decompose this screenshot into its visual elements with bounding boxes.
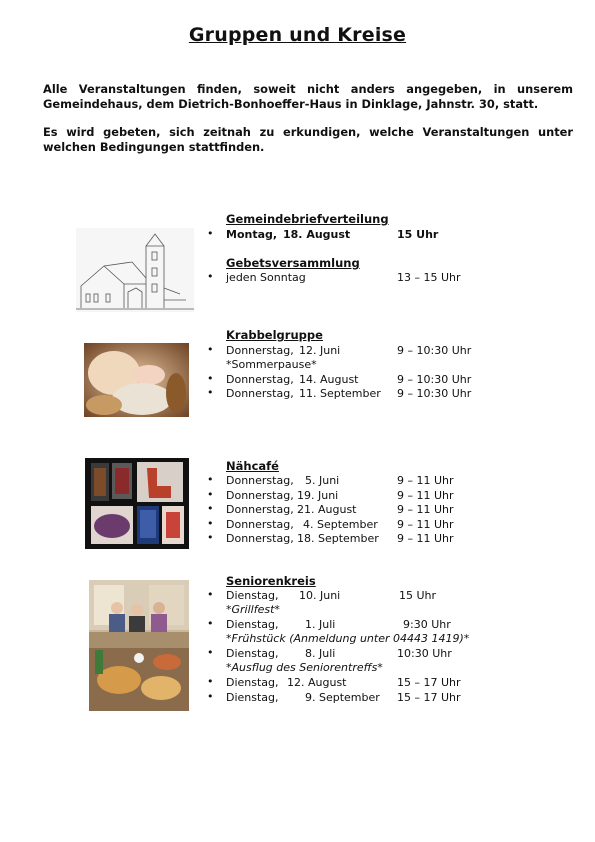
bullet-icon: •: [207, 689, 214, 703]
event-time: 15 – 17 Uhr: [397, 676, 461, 689]
heading-gebetsversammlung: Gebetsversammlung: [226, 256, 360, 270]
event-date: 19. Juni: [297, 488, 339, 502]
bullet-icon: •: [207, 473, 214, 486]
event-day: Donnerstag,: [226, 474, 294, 487]
event-time: 9 – 11 Uhr: [397, 503, 454, 516]
heading-seniorenkreis: Seniorenkreis: [226, 574, 316, 588]
event-date: 12. August: [287, 676, 347, 689]
intro-paragraph-notice: Es wird gebeten, sich zeitnah zu erkundigen, welche Veranstaltungen unter welchen Bedingungen stattfinden.: [43, 125, 573, 154]
heading-gemeindebriefverteilung: Gemeindebriefverteilung: [226, 212, 389, 226]
list-item: [207, 344, 507, 359]
event-time: 9 – 11 Uhr: [397, 517, 454, 531]
list-item: [207, 271, 507, 286]
event-time: 9:30 Uhr: [403, 618, 451, 631]
event-day: jeden Sonntag: [226, 271, 306, 284]
bullet-icon: •: [207, 617, 214, 630]
event-date: 10. Juni: [299, 589, 341, 602]
event-day: Dienstag,: [226, 647, 279, 660]
church-sketch-image: [76, 228, 194, 312]
heading-naehcafe: Nähcafé: [226, 459, 279, 473]
event-time: 9 – 10:30 Uhr: [397, 387, 472, 400]
event-time: 9 – 10:30 Uhr: [397, 344, 472, 357]
event-time: 9 – 10:30 Uhr: [397, 373, 472, 386]
baby-photo: [84, 343, 189, 417]
event-day: Montag,: [226, 228, 278, 241]
intro-paragraph-location: Alle Veranstaltungen finden, soweit nicht anders angegeben, in unserem Gemeindehaus, dem Dietrich-Bonhoeffer-Haus in Dinklage, Jahnstr. 30, statt.: [43, 82, 573, 111]
event-time: 15 – 17 Uhr: [397, 690, 461, 704]
list-item: [207, 647, 507, 662]
event-time: 13 – 15 Uhr: [397, 271, 461, 284]
heading-krabbelgruppe: Krabbelgruppe: [226, 328, 323, 342]
event-date: 18. August: [283, 228, 351, 241]
event-date: 11. September: [299, 387, 381, 400]
event-day: Donnerstag,: [226, 503, 294, 516]
bullet-icon: •: [207, 516, 214, 530]
bullet-icon: •: [207, 270, 214, 283]
event-date: 18. September: [297, 532, 379, 545]
list-item: [207, 474, 507, 489]
bullet-icon: •: [207, 386, 214, 399]
list-item: [207, 618, 507, 633]
seniors-breakfast-photo: [89, 580, 189, 711]
event-time: 9 – 11 Uhr: [397, 488, 454, 502]
event-time: 10:30 Uhr: [397, 647, 452, 660]
note-grillfest: *Grillfest*: [226, 603, 280, 616]
list-item: [207, 503, 507, 518]
list-item: [207, 691, 507, 706]
sewing-collage-photo: [85, 458, 189, 549]
list-item: [207, 589, 507, 604]
event-date: 12. Juni: [299, 344, 341, 357]
event-date: 14. August: [299, 373, 359, 386]
event-day: Dienstag,: [226, 589, 279, 602]
bullet-icon: •: [207, 227, 214, 240]
list-item: [207, 489, 507, 504]
event-date: 4. September: [303, 517, 378, 531]
bullet-icon: •: [207, 588, 214, 601]
list-item: [207, 518, 507, 533]
bullet-icon: •: [207, 487, 214, 501]
event-day: Dienstag,: [226, 676, 279, 689]
event-day: Dienstag,: [226, 690, 279, 704]
event-day: Donnerstag,: [226, 344, 294, 357]
list-item: [207, 532, 507, 547]
note-sommerpause: *Sommerpause*: [226, 358, 317, 371]
event-day: Donnerstag,: [226, 532, 294, 545]
event-date: 1. Juli: [305, 618, 336, 631]
bullet-icon: •: [207, 502, 214, 515]
bullet-icon: •: [207, 372, 214, 385]
event-time: 9 – 11 Uhr: [397, 474, 454, 487]
event-time: 15 Uhr: [397, 228, 439, 241]
event-date: 5. Juni: [305, 474, 340, 487]
event-day: Dienstag,: [226, 618, 279, 631]
list-item: [207, 373, 507, 388]
note-ausflug: *Ausflug des Seniorentreffs*: [226, 661, 383, 674]
list-item: [207, 387, 507, 402]
bullet-icon: •: [207, 675, 214, 688]
event-date: 9. September: [305, 690, 380, 704]
event-day: Donnerstag,: [226, 387, 294, 400]
list-item: [207, 228, 507, 243]
bullet-icon: •: [207, 343, 214, 356]
note-fruehstueck: *Frühstück (Anmeldung unter 04443 1419)*: [226, 632, 470, 645]
bullet-icon: •: [207, 646, 214, 659]
event-time: 15 Uhr: [399, 589, 437, 602]
event-day: Donnerstag,: [226, 488, 294, 502]
event-day: Donnerstag,: [226, 517, 294, 531]
list-item: [207, 676, 507, 691]
page-title: Gruppen und Kreise: [188, 24, 407, 46]
event-time: 9 – 11 Uhr: [397, 532, 454, 545]
bullet-icon: •: [207, 531, 214, 544]
event-date: 21. August: [297, 503, 357, 516]
event-day: Donnerstag,: [226, 373, 294, 386]
event-date: 8. Juli: [305, 647, 336, 660]
